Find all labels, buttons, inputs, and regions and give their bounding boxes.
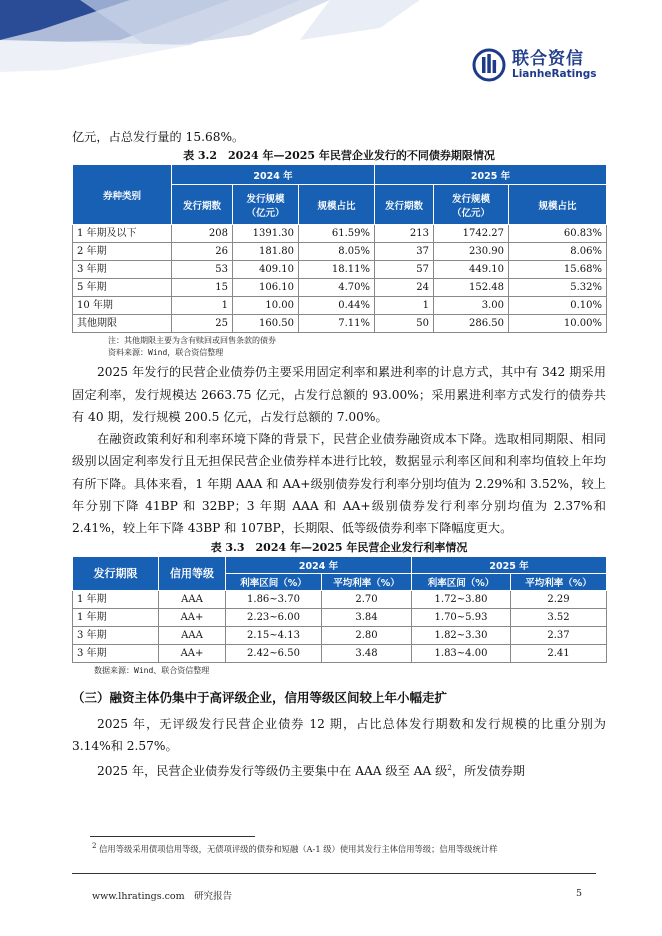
table2-source: 数据来源：Wind、联合资信整理 xyxy=(94,665,210,675)
col-ratio-header: 规模占比 xyxy=(509,185,607,225)
col-avg-header: 平均利率（%） xyxy=(322,573,412,590)
col-scale-header: 发行规模 （亿元） xyxy=(233,185,299,225)
bond-term-table xyxy=(72,164,607,333)
logo-cn-text: 联合资信 xyxy=(512,48,584,69)
table-row: 3 年期 AA+ 2.42~6.50 3.48 1.83~4.00 2.41 xyxy=(73,644,607,662)
section-heading: （三）融资主体仍集中于高评级企业，信用等级区间较上年小幅走扩 xyxy=(72,689,448,705)
table-row: 10 年期 1 10.00 0.44% 1 3.00 0.10% xyxy=(73,297,607,315)
col-avg-header: 平均利率（%） xyxy=(511,573,607,590)
col-scale-header: 发行规模 （亿元） xyxy=(434,185,509,225)
footer-website: www.lhratings.com 研究报告 xyxy=(92,891,233,902)
interest-rate-table xyxy=(72,556,607,663)
col-term-header: 发行期限 xyxy=(73,556,159,590)
footnote-ref[interactable]: 2 xyxy=(447,764,452,773)
col-range-header: 利率区间（%） xyxy=(412,573,511,590)
year-2024-header: 2024 年 xyxy=(172,165,375,185)
col-ratio-header: 规模占比 xyxy=(299,185,375,225)
table1-source: 资料来源：Wind，联合资信整理 xyxy=(108,348,224,358)
table-row: 1 年期 AAA 1.86~3.70 2.70 1.72~3.80 2.29 xyxy=(73,590,607,608)
intro-line: 亿元，占总发行量的 15.68%。 xyxy=(72,130,245,144)
col-count-header: 发行期数 xyxy=(172,185,233,225)
table1-note: 注：其他期限主要为含有赎回或回售条款的债券 xyxy=(108,336,276,346)
lianhe-logo-icon xyxy=(472,48,506,82)
page-content xyxy=(72,126,606,783)
year-2024-header: 2024 年 xyxy=(226,556,412,573)
col-category-header: 券种类别 xyxy=(73,165,172,225)
table-row: 1 年期 AA+ 2.23~6.00 3.84 1.70~5.93 3.52 xyxy=(73,608,607,626)
logo-en-text: LianheRatings xyxy=(512,67,597,80)
table-row: 3 年期 AAA 2.15~4.13 2.80 1.82~3.30 2.37 xyxy=(73,626,607,644)
col-count-header: 发行期数 xyxy=(375,185,434,225)
table1-caption: 表 3.2 2024 年—2025 年民营企业发行的不同债券期限情况 xyxy=(183,149,495,163)
footnote-divider xyxy=(90,836,255,837)
footnote: $^2$ 信用等级采用债项信用等级，无债项评级的债券和短融（A-1 级）使用其发行主体信用等级；信用等级统计样 xyxy=(92,842,498,854)
paragraph-interest-method: 2025 年发行的民营企业债券仍主要采用固定利率和累进利率的计息方式，其中有 342 期采用固定利率，发行规模达 2663.75 亿元，占发行总额的 93.00%；采用累进利率方式发行的债券共有 40 期，发行规模 200.5 亿元，占发行总额的 7.00%。 xyxy=(72,365,606,424)
table-row: 2 年期 26 181.80 8.05% 37 230.90 8.06% xyxy=(73,243,607,261)
paragraph-rating-distribution: 2025 年，民营企业债券发行等级仍主要集中在 AAA 级至 AA 级$^2$，所发债券期 xyxy=(97,764,525,779)
paragraph-financing-cost: 在融资政策利好和利率环境下降的背景下，民营企业债券融资成本下降。选取相同期限、相同级别以固定利率发行且无担保民营企业债券样本进行比较，数据显示利率区间和利率均值较上年均有所下降。具体来看，1 年期 AAA 和 AA+级别债券发行利率分别均值为 2.29%和 3.52%，较上年分别下降 41BP 和 32BP；3 年期 AAA 和 AA+级别债券发行利率分别均值为 2.37%和 2.41%，较上年下降 43BP 和 107BP，长期限、低等级债券利率下降幅度更大。 xyxy=(72,432,606,536)
table-row: 1 年期及以下 208 1391.30 61.59% 213 1742.27 60.83% xyxy=(73,225,607,243)
year-2025-header: 2025 年 xyxy=(412,556,607,573)
table-row: 3 年期 53 409.10 18.11% 57 449.10 15.68% xyxy=(73,261,607,279)
table2-caption: 表 3.3 2024 年—2025 年民营企业发行利率情况 xyxy=(210,540,468,554)
footer-divider xyxy=(72,873,596,874)
col-rating-header: 信用等级 xyxy=(159,556,226,590)
table-row: 5 年期 15 106.10 4.70% 24 152.48 5.32% xyxy=(73,279,607,297)
company-logo xyxy=(472,48,596,82)
year-2025-header: 2025 年 xyxy=(375,165,607,185)
col-range-header: 利率区间（%） xyxy=(226,573,322,590)
paragraph-unrated: 2025 年，无评级发行民营企业债券 12 期，占比总体发行期数和发行规模的比重分别为 3.14%和 2.57%。 xyxy=(72,716,606,753)
table-row: 其他期限 25 160.50 7.11% 50 286.50 10.00% xyxy=(73,315,607,333)
page-number: 5 xyxy=(576,888,583,899)
